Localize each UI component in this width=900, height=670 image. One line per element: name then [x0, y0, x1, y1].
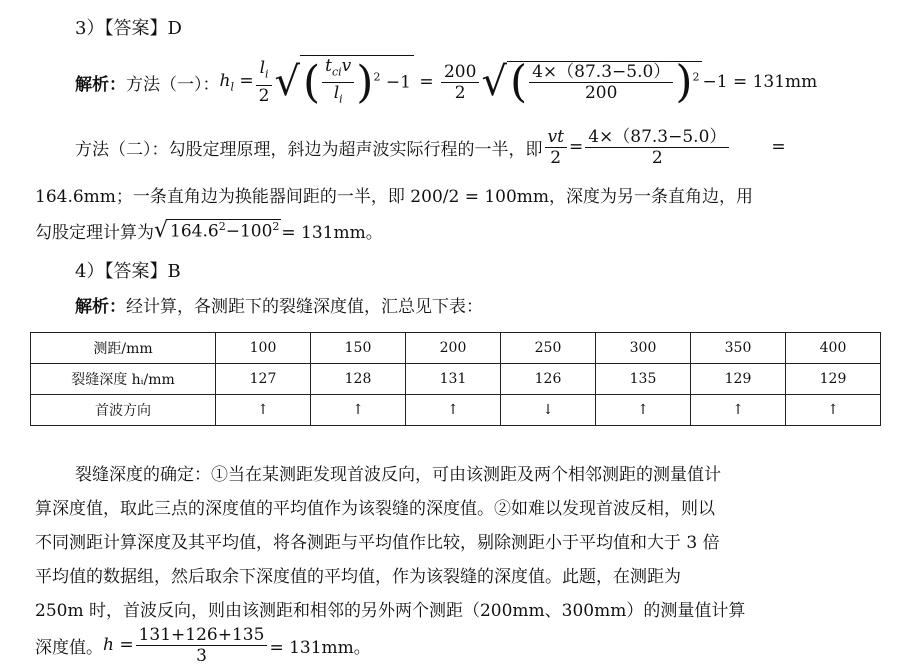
cell-depth: 126 [501, 364, 596, 395]
cell-distance: 100 [216, 333, 311, 364]
paragraph-line: 不同测距计算深度及其平均值，将各测距与平均值作比较，剔除测距小于平均值和大于 3 倍 [35, 533, 720, 553]
final-equation: 深度值。 h = $\frac{131+126+135}{3}$ = 131mm。 [35, 624, 371, 666]
cell-direction: ↑ [216, 395, 311, 426]
cell-direction: ↑ [786, 395, 881, 426]
answer-3-heading: 3）【答案】D [75, 18, 182, 39]
analysis-4: 解析：经计算，各测距下的裂缝深度值，汇总见下表： [75, 297, 483, 317]
sqrt-body-2: ( $\frac{4\times(87.3-5.0)}{200}$ )$^2$ [507, 61, 703, 103]
formula-frac-li-2: $\frac{l_i}{2}$ [256, 58, 273, 105]
row-label-depth: 裂缝深度 hᵢ/mm [31, 364, 216, 395]
table-row [31, 364, 881, 395]
cell-direction: ↑ [596, 395, 691, 426]
method1-equation: 解析： 方法（一）： $h_l$ = $\frac{l_i}{2}$ √ ( $\frac{t_{ci}v}{l_i}$ )$^2$ −1 = $\frac{200}{2}$ √ ( $\frac{4\times(87.3-5.0)}{200}$ )$^2$ −1 = 131mm [75, 55, 818, 108]
table-row [31, 333, 881, 364]
cell-depth: 129 [691, 364, 786, 395]
cell-distance: 150 [311, 333, 406, 364]
formula-frac-200-2: $\frac{200}{2}$ [441, 62, 479, 103]
cell-distance: 250 [501, 333, 596, 364]
method2-text: 方法（二）：勾股定理原理，斜边为超声波实际行程的一半，即 [75, 139, 543, 160]
paragraph-line: 250m 时，首波反向，则由该测距和相邻的另外两个测距（200mm、300mm）的测量值计算 [35, 601, 746, 621]
row-label-direction: 首波方向 [31, 395, 216, 426]
cell-depth: 127 [216, 364, 311, 395]
answer-4-heading: 4）【答案】B [75, 261, 181, 282]
sqrt-body-1: ( $\frac{t_{ci}v}{l_i}$ )$^2$ −1 [300, 55, 414, 110]
h-symbol: $h_l$ = [219, 70, 254, 94]
final-frac: $\frac{131+126+135}{3}$ [136, 625, 268, 666]
crack-depth-table [30, 332, 881, 426]
analysis-label-3: 解析： [75, 74, 126, 95]
cell-depth: 131 [406, 364, 501, 395]
paragraph-line: 平均值的数据组，然后取余下深度值的平均值，作为该裂缝的深度值。此题，在测距为 [35, 567, 681, 587]
method2-line: 方法（二）：勾股定理原理，斜边为超声波实际行程的一半，即 $\frac{vt}{2}$ = $\frac{4\times(87.3-5.0)}{2}$ = [75, 126, 786, 168]
cell-direction: ↓ [501, 395, 596, 426]
formula-frac-method2: $\frac{4\times(87.3-5.0)}{2}$ [585, 127, 729, 168]
paragraph-line: 裂缝深度的确定：①当在某测距发现首波反向，可由该测距及两个相邻测距的测量值计 [75, 465, 721, 485]
cell-depth: 128 [311, 364, 406, 395]
cell-distance: 350 [691, 333, 786, 364]
method2-continuation: 164.6mm；一条直角边为换能器间距的一半，即 200/2 = 100mm，深度为另一条直角边，用 [35, 187, 754, 207]
row-label-distance: 测距/mm [31, 333, 216, 364]
formula-frac-vt-2: $\frac{vt}{2}$ [545, 127, 567, 168]
pythagoras-line: 勾股定理计算为 √ $164.6^2-100^2$ = 131mm。 [35, 218, 383, 243]
cell-depth: 129 [786, 364, 881, 395]
sqrt-symbol: √ [274, 59, 300, 105]
cell-distance: 200 [406, 333, 501, 364]
cell-direction: ↑ [406, 395, 501, 426]
cell-distance: 400 [786, 333, 881, 364]
cell-depth: 135 [596, 364, 691, 395]
paragraph-line: 算深度值，取此三点的深度值的平均值作为该裂缝的深度值。②如难以发现首波反相，则以 [35, 499, 715, 519]
method1-label: 方法（一）： [126, 74, 220, 95]
cell-distance: 300 [596, 333, 691, 364]
eq1-result: −1 = 131mm [702, 72, 818, 92]
cell-direction: ↑ [691, 395, 786, 426]
sqrt-symbol-2: √ [481, 59, 507, 105]
cell-direction: ↑ [311, 395, 406, 426]
table-row [31, 395, 881, 426]
